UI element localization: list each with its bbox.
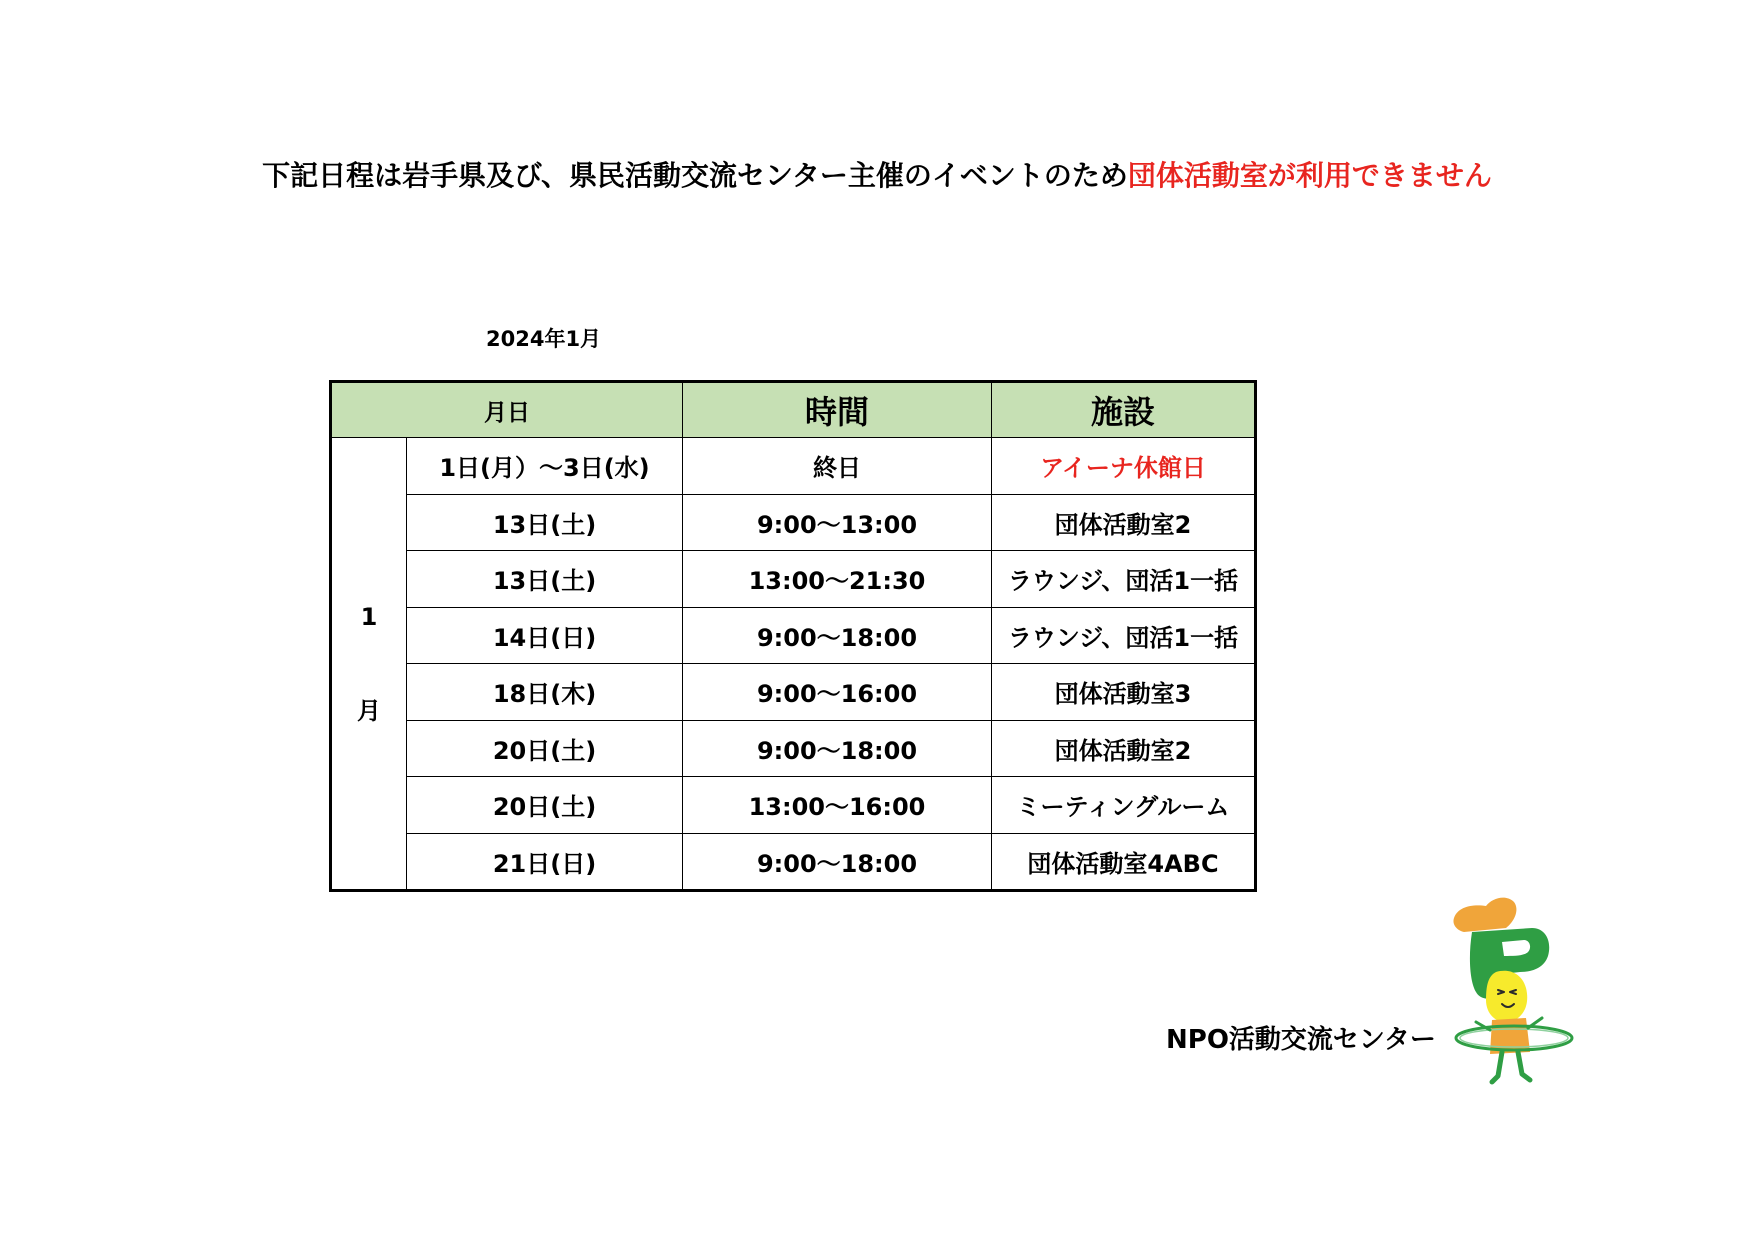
month-cell	[331, 438, 407, 891]
table-row	[331, 607, 1256, 664]
row-time: 13:00～21:30	[683, 551, 992, 608]
row-date: 20日(土)	[407, 720, 683, 777]
month-number: 1	[360, 602, 378, 631]
row-time: 9:00～18:00	[683, 607, 992, 664]
row-date: 20日(土)	[407, 777, 683, 834]
notice-text-highlight: 団体活動室が利用できません	[1127, 159, 1492, 192]
table-row	[331, 664, 1256, 721]
schedule-table	[329, 380, 1257, 892]
row-facility: ミーティングルーム	[992, 777, 1256, 834]
row-facility: 団体活動室4ABC	[992, 833, 1256, 891]
notice-text-main: 下記日程は岩手県及び、県民活動交流センター主催のイベントのため	[262, 159, 1128, 192]
header-facility: 施設	[992, 382, 1256, 438]
row-date: 14日(日)	[407, 607, 683, 664]
row-date: 21日(日)	[407, 833, 683, 891]
table-row	[331, 438, 1256, 495]
row-date: 13日(土)	[407, 551, 683, 608]
row-time: 9:00～16:00	[683, 664, 992, 721]
period-label: 2024年1月	[486, 327, 602, 351]
row-time: 9:00～18:00	[683, 720, 992, 777]
table-row	[331, 720, 1256, 777]
header-date: 月日	[331, 382, 683, 438]
organization-name: NPO活動交流センター	[1166, 1025, 1436, 1055]
row-facility: ラウンジ、団活1一括	[992, 607, 1256, 664]
header-time: 時間	[683, 382, 992, 438]
notice-text	[0, 156, 1754, 196]
row-facility: 団体活動室3	[992, 664, 1256, 721]
row-facility: 団体活動室2	[992, 720, 1256, 777]
table-header-row	[331, 382, 1256, 438]
row-date: 1日(月）～3日(水)	[407, 438, 683, 495]
row-date: 18日(木)	[407, 664, 683, 721]
table-row	[331, 777, 1256, 834]
row-facility: ラウンジ、団活1一括	[992, 551, 1256, 608]
row-facility: アイーナ休館日	[992, 438, 1256, 495]
row-facility: 団体活動室2	[992, 494, 1256, 551]
row-time: 13:00～16:00	[683, 777, 992, 834]
table-row	[331, 494, 1256, 551]
month-kanji: 月	[357, 696, 381, 725]
row-time: 終日	[683, 438, 992, 495]
table-row	[331, 833, 1256, 891]
mascot-icon	[1450, 892, 1590, 1092]
row-time: 9:00～13:00	[683, 494, 992, 551]
table-row	[331, 551, 1256, 608]
row-time: 9:00～18:00	[683, 833, 992, 891]
row-date: 13日(土)	[407, 494, 683, 551]
